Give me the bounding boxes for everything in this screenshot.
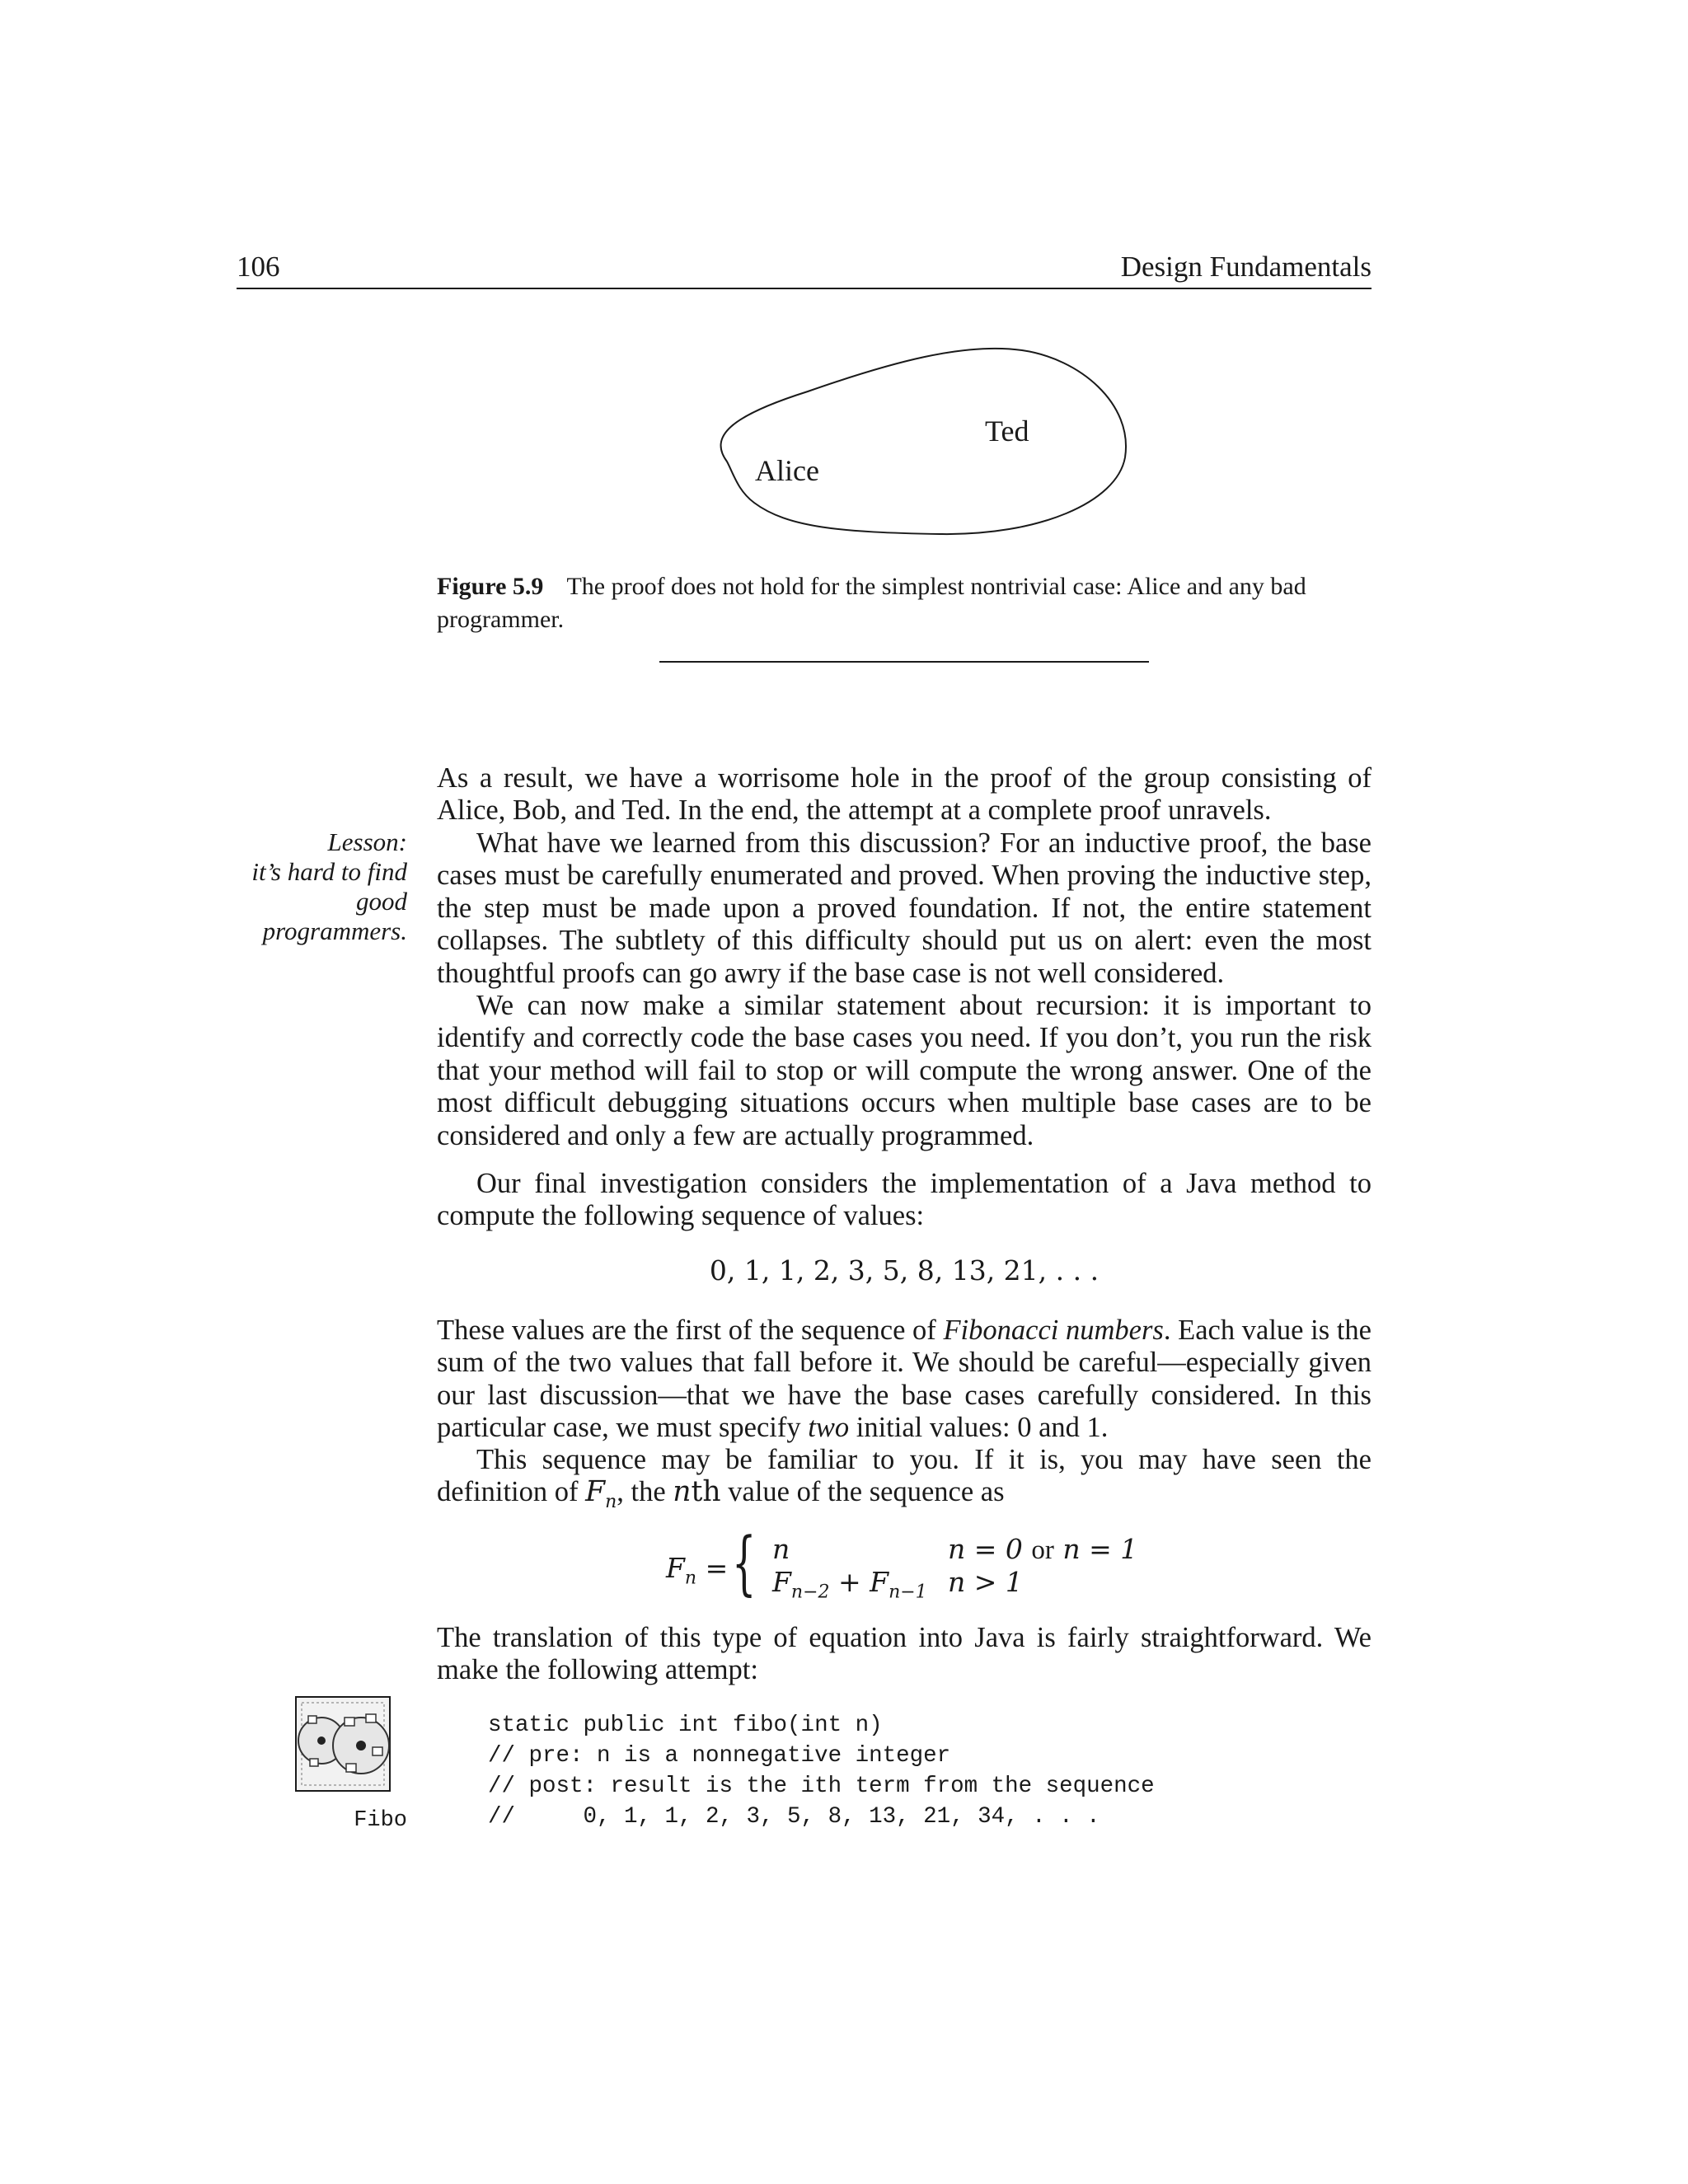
- math-var: F: [870, 1566, 889, 1598]
- emphasis: Fibonacci numbers: [943, 1315, 1164, 1346]
- blob-outline: [721, 349, 1126, 534]
- figure-number: Figure 5.9: [437, 573, 544, 600]
- gear-icon: [295, 1696, 391, 1792]
- case2-value: [772, 1566, 927, 1603]
- math-var: F: [772, 1566, 791, 1598]
- margin-note-line: it’s hard to find: [251, 857, 407, 886]
- equals-sign: =: [696, 1552, 729, 1584]
- emphasis: two: [808, 1412, 850, 1444]
- math-text: n = 1: [1053, 1533, 1138, 1565]
- paragraph: What have we learned from this discussion? For an inductive proof, the base cases must be carefully enumerated and proved. When proving the inductive step, the step must be made upon a proved foundation. If not, the entire statement collapses. The subtlety of this difficulty should put us on alert: even the most thoughtful proofs can go awry if the base case is not well considered.: [437, 827, 1372, 989]
- case2-condition: n > 1: [948, 1566, 1023, 1598]
- math-text: th: [691, 1475, 721, 1509]
- paragraph: Our final investigation considers the implementation of a Java method to compute the following sequence of values:: [437, 1168, 1372, 1232]
- running-title: Design Fundamentals: [1120, 251, 1372, 283]
- figure-caption-text: The proof does not hold for the simplest nontrivial case: Alice and any bad programmer.: [437, 573, 1306, 633]
- text-run: initial values: 0 and 1.: [849, 1412, 1109, 1444]
- page-number: 106: [237, 251, 280, 283]
- header-rule: [237, 288, 1372, 289]
- math-sub: n−1: [889, 1582, 927, 1603]
- paragraph: As a result, we have a worrisome hole in the proof of the group consisting of Alice, Bob, and Ted. In the end, the attempt at a complete proof unravels.: [437, 762, 1372, 827]
- math-var: n: [673, 1475, 692, 1509]
- label-alice: Alice: [755, 454, 819, 487]
- brace-symbol: {: [732, 1522, 757, 1603]
- text-run: . Each value is the sum of the two values that fall before it. We should be careful—especially given our last discussion—that we have the base cases carefully considered. In this particular case, we must specify: [437, 1315, 1372, 1444]
- margin-note: [206, 827, 407, 946]
- case1-value: n: [772, 1533, 790, 1565]
- paragraph: [437, 1315, 1372, 1445]
- math-sub: n−2: [790, 1582, 830, 1603]
- figure-diagram: [709, 338, 1137, 544]
- math-text: n = 0: [948, 1533, 1032, 1565]
- math-text: +: [829, 1566, 870, 1598]
- file-label: Fibo: [354, 1808, 407, 1833]
- text-run: value of the sequence as: [720, 1476, 1005, 1508]
- math-var: F: [585, 1475, 606, 1509]
- code-line: // pre: n is a nonnegative integer: [488, 1743, 951, 1769]
- math-sub: n: [605, 1492, 617, 1513]
- equation-lhs: [666, 1552, 728, 1589]
- code-line: static public int fibo(int n): [488, 1713, 883, 1738]
- figure-rule: [659, 661, 1149, 663]
- paragraph: [437, 1444, 1372, 1519]
- math-text: or: [1031, 1535, 1054, 1565]
- label-ted: Ted: [985, 415, 1029, 448]
- fibonacci-sequence: 0, 1, 1, 2, 3, 5, 8, 13, 21, . . .: [709, 1254, 1100, 1286]
- text-run: This sequence may be familiar to you. If it is, you may have seen the definition of: [437, 1444, 1372, 1508]
- case1-condition: [948, 1533, 1137, 1566]
- code-line: // 0, 1, 1, 2, 3, 5, 8, 13, 21, 34, . . .: [488, 1804, 1100, 1830]
- figure-caption: [437, 570, 1372, 636]
- margin-note-line: programmers.: [262, 916, 407, 945]
- paragraph: We can now make a similar statement about recursion: it is important to identify and correctly code the base cases you need. If you don’t, you run the risk that your method will fail to stop or will compute the wrong answer. One of the most difficult debugging situations occurs when multiple base cases are to be considered and only a few are actually programmed.: [437, 990, 1372, 1151]
- paragraph: The translation of this type of equation into Java is fairly straightforward. We make the following attempt:: [437, 1622, 1372, 1686]
- text-run: , the: [617, 1476, 673, 1508]
- math-sub: n: [684, 1568, 697, 1589]
- text-run: These values are the first of the sequence of: [437, 1315, 944, 1346]
- margin-note-line: Lesson:: [327, 827, 407, 856]
- math-var: F: [666, 1552, 685, 1584]
- code-line: // post: result is the ith term from the sequence: [488, 1774, 1155, 1799]
- margin-note-line: good: [356, 887, 407, 916]
